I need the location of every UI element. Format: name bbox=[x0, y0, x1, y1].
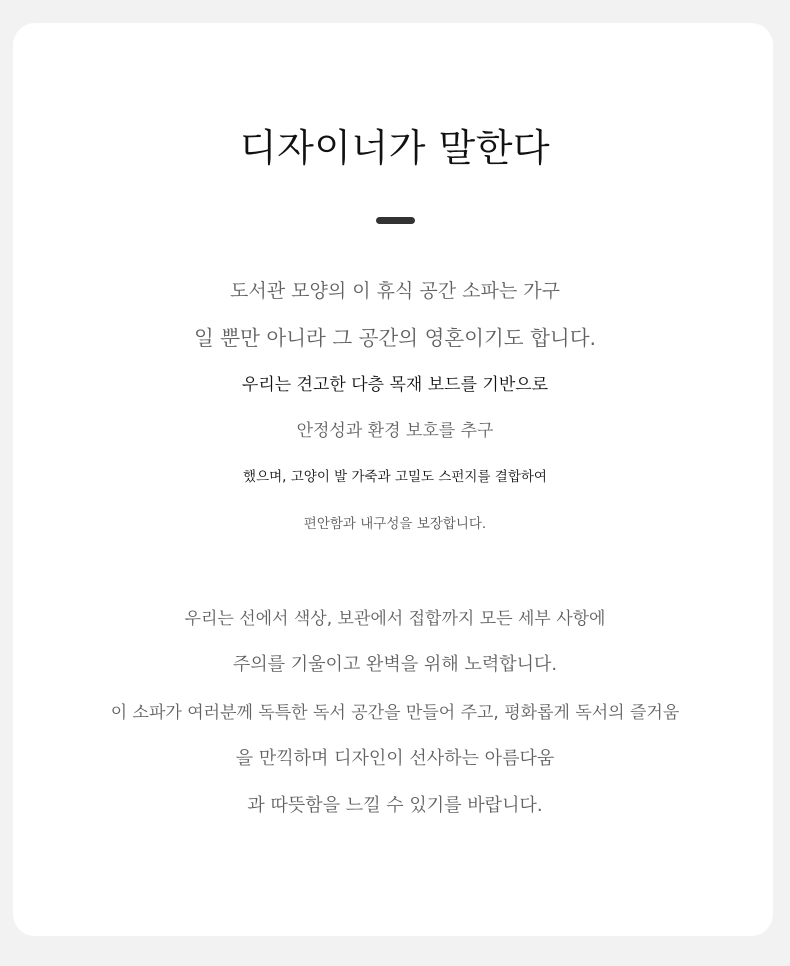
text-line: 편안함과 내구성을 보장합니다. bbox=[303, 516, 487, 532]
text-line: 과 따뜻함을 느낄 수 있기를 바랍니다. bbox=[247, 795, 543, 816]
text-line: 일 뿐만 아니라 그 공간의 영혼이기도 합니다. bbox=[193, 326, 597, 350]
title-divider bbox=[376, 217, 415, 224]
text-line: 했으며, 고양이 발 가죽과 고밀도 스펀지를 결합하여 bbox=[243, 469, 547, 485]
text-line: 안정성과 환경 보호를 추구 bbox=[296, 421, 494, 441]
text-line: 우리는 선에서 색상, 보관에서 접합까지 모든 세부 사항에 bbox=[184, 609, 606, 629]
text-line: 을 만끽하며 디자인이 선사하는 아름다움 bbox=[235, 748, 555, 769]
text-line: 주의를 기울이고 완벽을 위해 노력합니다. bbox=[232, 654, 558, 675]
section-title: 디자이너가 말한다 bbox=[239, 126, 551, 170]
text-line: 도서관 모양의 이 휴식 공간 소파는 가구 bbox=[230, 280, 560, 302]
text-line: 이 소파가 여러분께 독특한 독서 공간을 만들어 주고, 평화롭게 독서의 즐거움 bbox=[110, 703, 680, 723]
text-line: 우리는 견고한 다층 목재 보드를 기반으로 bbox=[241, 375, 549, 395]
